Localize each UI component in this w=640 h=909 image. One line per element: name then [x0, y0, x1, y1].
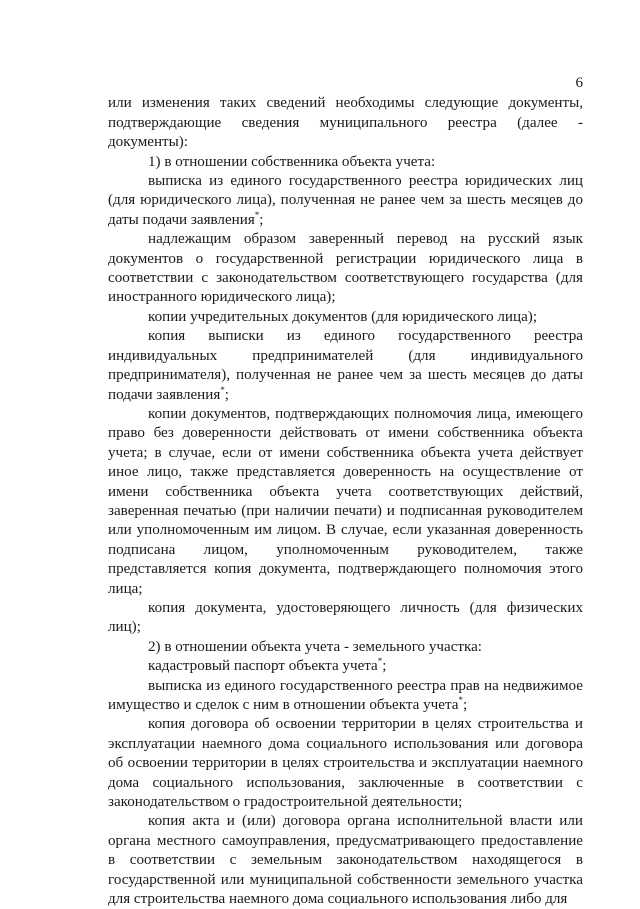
- paragraph-p9: [108, 657, 583, 676]
- paragraph-terminator: ;: [224, 386, 229, 403]
- footnote-mark: *: [458, 694, 463, 705]
- paragraph-text: 1) в отношении собственника объекта учета:: [148, 153, 436, 170]
- paragraph-text: надлежащим образом заверенный перевод на русский язык документов о государственной регистрации юридического лица в соответствии с законодательством соответствующего государства (для иностранного юридического лица);: [108, 231, 583, 306]
- paragraph-text: копии документов, подтверждающих полномочия лица, имеющего право без доверенности действовать от имени собственника объекта учета; в случае, если от имени собственника объекта учета действует иное лицо, также представляется доверенность на осуществление от имени собственника объекта учета соответствующих действий, заверенная печатью (при наличии печати) и подписанная руководителем или уполномоченным им лицом. В случае, если указанная доверенность подписана лицом, уполномоченным руководителем, также представляется копия документа, подтверждающего полномочия этого лица;: [108, 405, 583, 597]
- paragraph-p11: [108, 715, 583, 812]
- footnote-mark: *: [377, 656, 383, 667]
- paragraph-p5: [108, 327, 583, 405]
- paragraph-text: выписка из единого государственного реестра юридических лиц (для юридического лица), полученная не ранее чем за шесть месяцев до даты подачи заявления: [108, 173, 583, 228]
- paragraph-text: копии учредительных документов (для юридического лица);: [148, 308, 538, 325]
- page-number: 6: [575, 75, 583, 91]
- paragraph-p3: [108, 230, 583, 308]
- paragraph-p10: [108, 677, 583, 716]
- paragraph-p1: [108, 153, 583, 172]
- paragraph-text: копия документа, удостоверяющего личность (для физических лиц);: [108, 599, 583, 636]
- paragraph-text: копия договора об освоении территории в целях строительства и эксплуатации наемного дома социального использования или договора об освоении территории в целях строительства и эксплуатации наемного дома социального использования, заключенные в соответствии с законодательством о градостроительной деятельности;: [108, 716, 583, 811]
- document-body: [108, 94, 583, 909]
- paragraph-text: кадастровый паспорт объекта учета: [148, 658, 378, 675]
- paragraph-p7: [108, 599, 583, 638]
- paragraph-text: или изменения таких сведений необходимы следующие документы, подтверждающие сведения муниципального реестра (далее - документы):: [108, 95, 583, 151]
- paragraph-p4: [108, 308, 583, 327]
- paragraph-p0: [108, 94, 583, 152]
- paragraph-text: выписка из единого государственного реестра прав на недвижимое имущество и сделок с ним в отношении объекта учета: [108, 677, 583, 713]
- paragraph-terminator: ;: [259, 211, 264, 228]
- paragraph-text: копия выписки из единого государственного реестра индивидуальных предпринимателей (для индивидуального предпринимателя), полученная не ранее чем за шесть месяцев до даты подачи заявления: [108, 328, 583, 403]
- paragraph-p6: [108, 405, 583, 599]
- paragraph-text: 2) в отношении объекта учета - земельного участка:: [148, 638, 482, 655]
- paragraph-p2: [108, 172, 583, 230]
- paragraph-p12: [108, 812, 583, 909]
- footnote-mark: *: [254, 209, 260, 220]
- document-page: [108, 74, 583, 909]
- paragraph-terminator: ;: [382, 658, 387, 675]
- paragraph-p8: [108, 638, 583, 657]
- paragraph-text: копия акта и (или) договора органа исполнительной власти или органа местного самоуправления, предусматривающего предоставление в соответствии с земельным законодательством находящегося в государственной или муниципальной собственности земельного участка для строительства наемного дома социального использования либо для: [108, 813, 583, 908]
- paragraph-terminator: ;: [462, 697, 468, 713]
- footnote-mark: *: [220, 384, 225, 395]
